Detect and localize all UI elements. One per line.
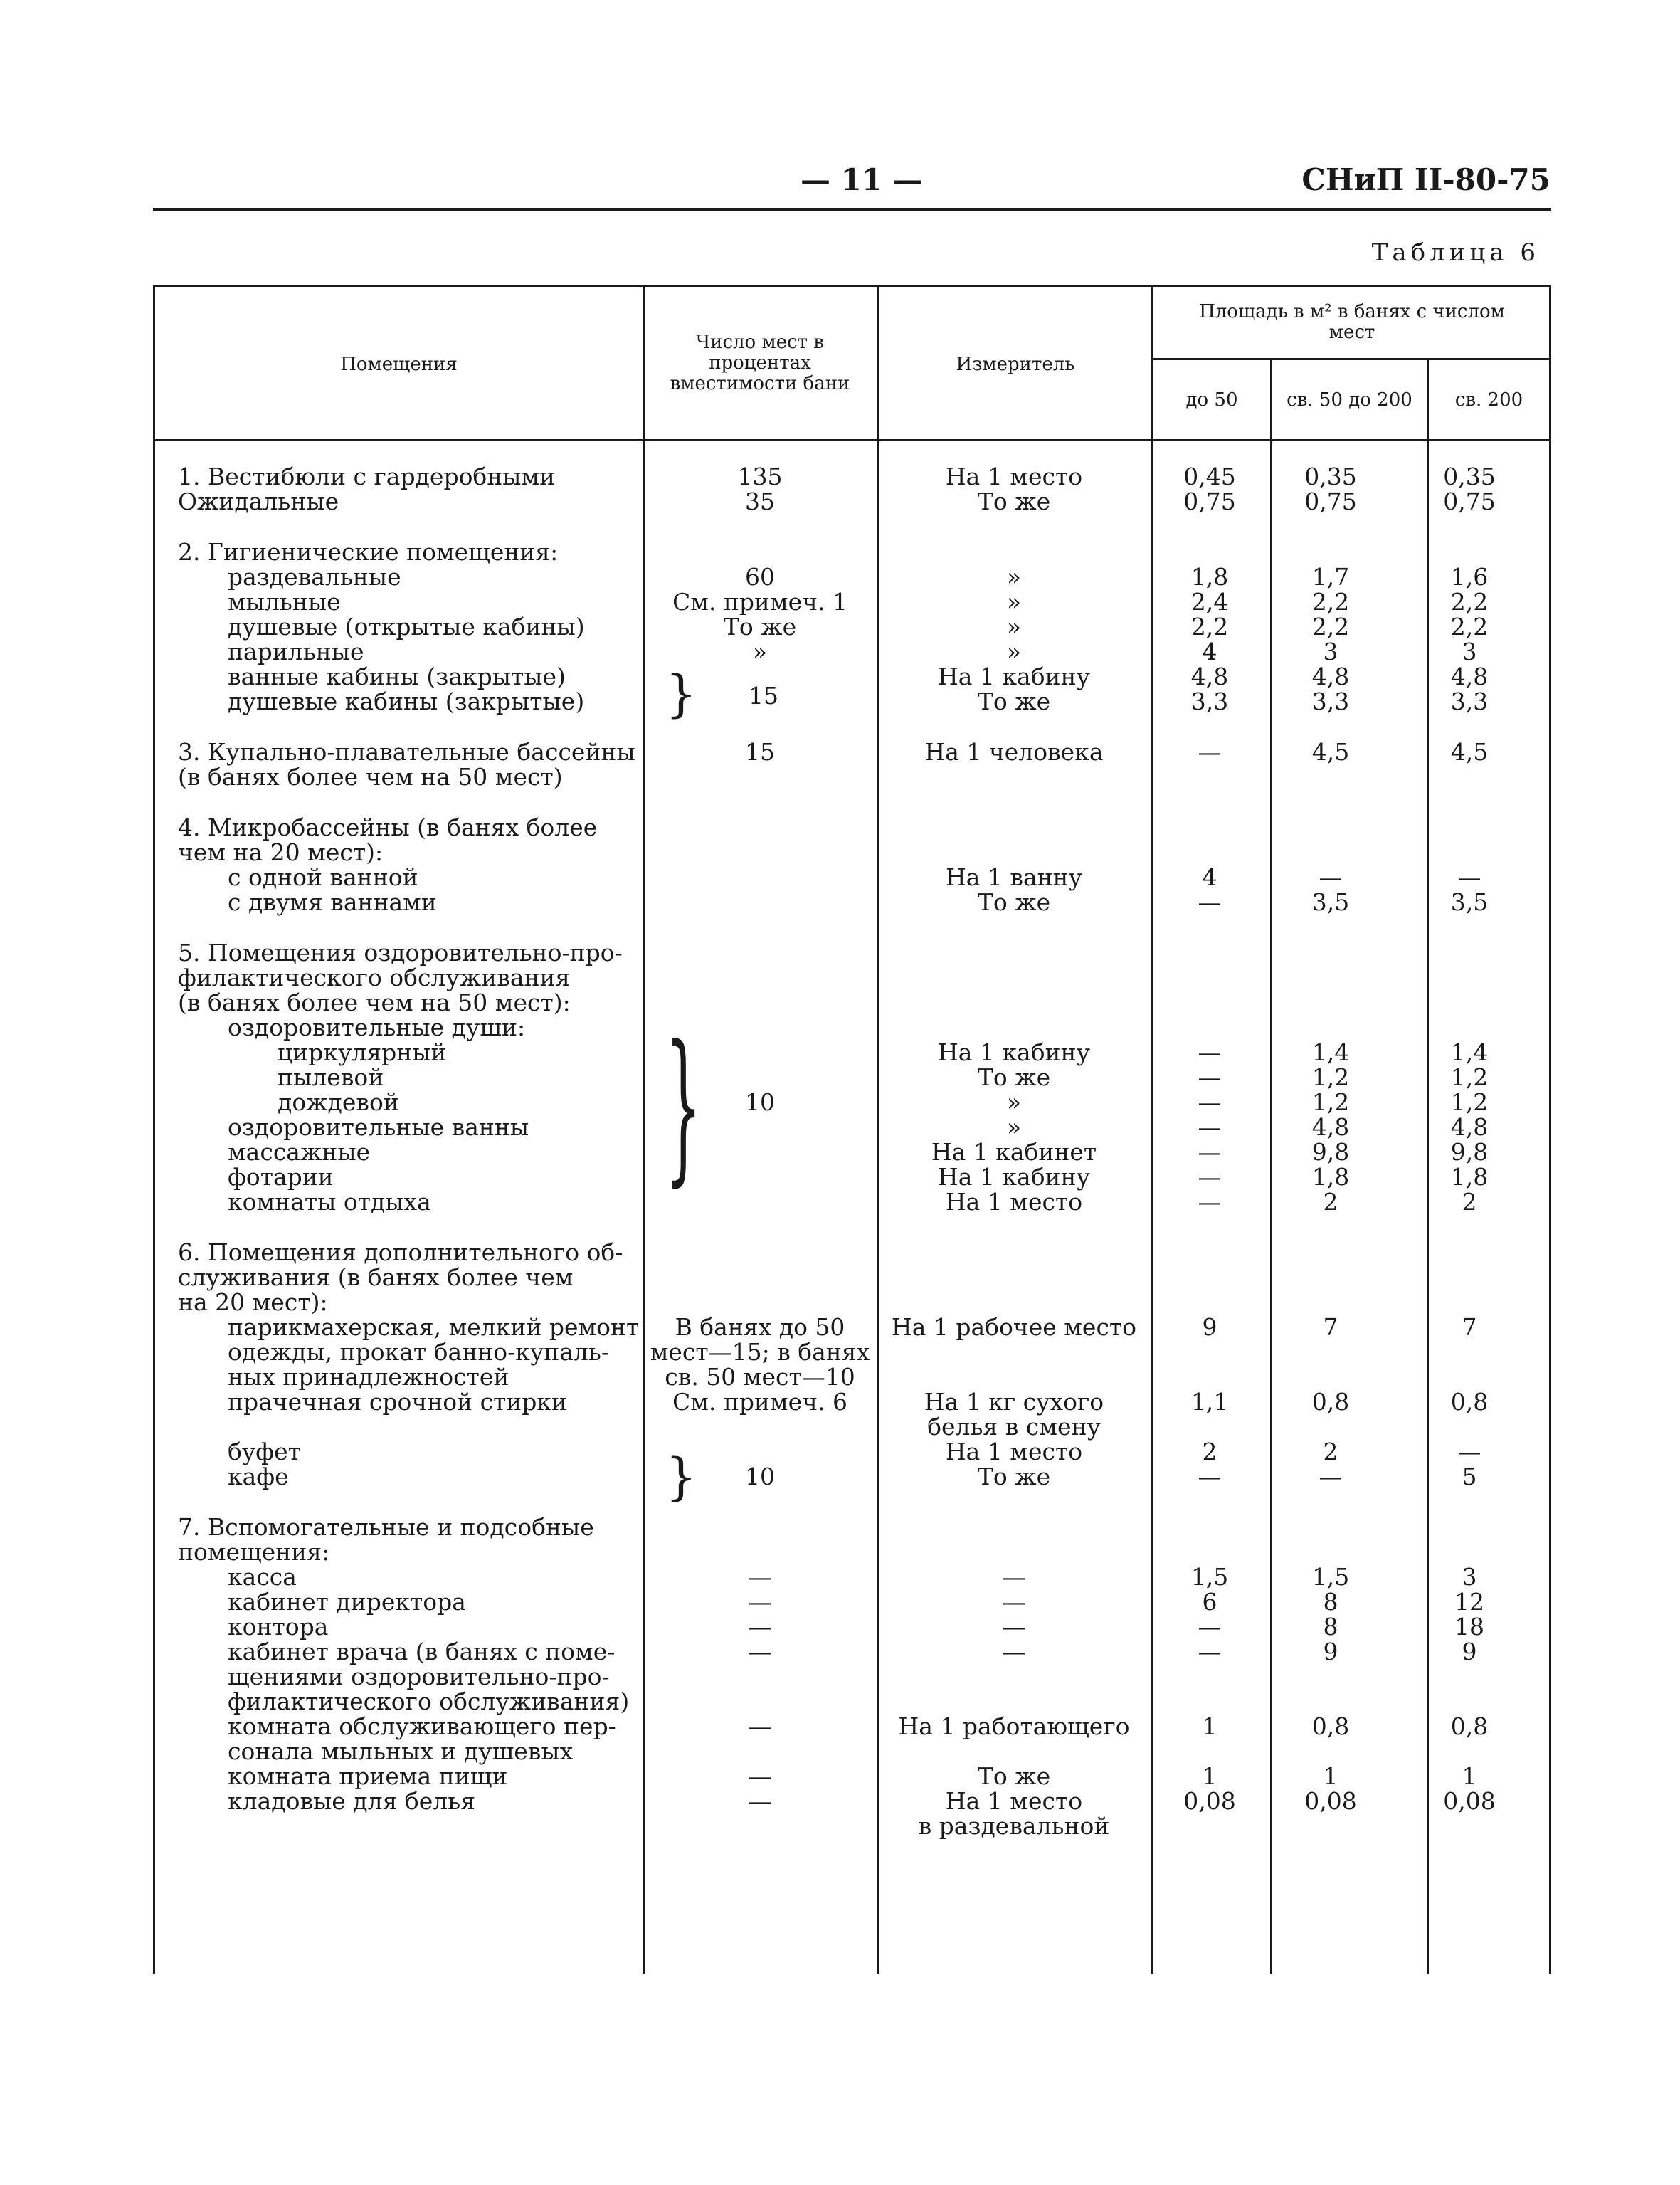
table-row bbox=[178, 1290, 1548, 1315]
area-50to200-cell: 0,8 bbox=[1311, 1712, 1350, 1740]
unit-cell: То же bbox=[977, 688, 1051, 715]
area-50to200-cell: 3,5 bbox=[1311, 888, 1350, 916]
area-over200-cell: 1,4 bbox=[1450, 1038, 1489, 1066]
unit-cell: » bbox=[1006, 1088, 1022, 1116]
room-name-cell: с двумя ваннами bbox=[228, 888, 437, 916]
table-row bbox=[178, 664, 1548, 689]
unit-cell: На 1 место bbox=[945, 1787, 1083, 1815]
group-brace: } bbox=[665, 1011, 702, 1201]
header-unit: Измеритель bbox=[956, 354, 1075, 375]
area-upto50-cell: 3,3 bbox=[1190, 688, 1229, 715]
seats-cell: — bbox=[748, 1563, 772, 1591]
room-name-cell: кабинет директора bbox=[228, 1588, 466, 1616]
seats-cell: В банях до 50 bbox=[675, 1313, 845, 1341]
seats-cell: мест—15; в банях bbox=[650, 1338, 870, 1366]
table-row bbox=[178, 564, 1548, 589]
seats-cell: св. 50 мест—10 bbox=[665, 1363, 855, 1391]
room-name-cell: оздоровительные души: bbox=[228, 1013, 526, 1041]
seats-cell: 135 bbox=[737, 463, 783, 490]
table-row bbox=[178, 1813, 1548, 1838]
seats-cell: См. примеч. 1 bbox=[672, 588, 847, 616]
seats-cell: То же bbox=[723, 613, 797, 641]
unit-cell: На 1 кабину bbox=[937, 1163, 1090, 1191]
room-name-cell: 1. Вестибюли с гардеробными bbox=[178, 463, 556, 490]
area-50to200-cell: 8 bbox=[1323, 1613, 1338, 1641]
room-name-cell: сонала мыльных и душевых bbox=[228, 1737, 574, 1765]
seats-cell: 10 bbox=[745, 1088, 775, 1116]
group-brace: } bbox=[665, 1448, 697, 1506]
unit-cell: На 1 ванну bbox=[945, 863, 1083, 891]
room-name-cell: оздоровительные ванны bbox=[228, 1113, 529, 1141]
area-50to200-cell: 1,4 bbox=[1311, 1038, 1350, 1066]
area-over200-cell: 0,75 bbox=[1443, 488, 1496, 515]
room-name-cell: (в банях более чем на 50 мест): bbox=[178, 989, 571, 1016]
area-over200-cell: 3 bbox=[1462, 638, 1477, 665]
room-name-cell: (в банях более чем на 50 мест) bbox=[178, 763, 563, 791]
area-upto50-cell: 4,8 bbox=[1190, 663, 1229, 690]
table-row bbox=[178, 1115, 1548, 1139]
area-upto50-cell: 2,2 bbox=[1190, 613, 1229, 641]
room-name-cell: ных принадлежностей bbox=[228, 1363, 509, 1391]
table-row bbox=[178, 1464, 1548, 1489]
table-label: Таблица 6 bbox=[1371, 238, 1540, 267]
area-upto50-cell: — bbox=[1198, 738, 1222, 766]
room-name-cell: служивания (в банях более чем bbox=[178, 1263, 574, 1291]
table-row bbox=[178, 840, 1548, 865]
table-row bbox=[178, 1414, 1548, 1439]
unit-cell: То же bbox=[977, 1463, 1051, 1490]
unit-cell: На 1 место bbox=[945, 1438, 1083, 1465]
table-row bbox=[178, 990, 1548, 1015]
header-bottom-border bbox=[153, 439, 1551, 441]
table-row bbox=[178, 965, 1548, 990]
room-name-cell: 5. Помещения оздоровительно-про- bbox=[178, 939, 623, 967]
area-50to200-cell: 1,5 bbox=[1311, 1563, 1350, 1591]
area-50to200-cell: 2,2 bbox=[1311, 588, 1350, 616]
table-row bbox=[178, 1139, 1548, 1164]
table-row bbox=[178, 764, 1548, 789]
area-over200-cell: 12 bbox=[1454, 1588, 1484, 1616]
seats-cell: — bbox=[748, 1712, 772, 1740]
header-area: Площадь в м² в банях с числом мест bbox=[1199, 301, 1505, 343]
table-row bbox=[178, 1065, 1548, 1090]
area-50to200-cell: 1 bbox=[1323, 1762, 1338, 1790]
unit-cell: На 1 место bbox=[945, 1188, 1083, 1216]
room-name-cell: ванные кабины (закрытые) bbox=[228, 663, 566, 690]
seats-cell: — bbox=[748, 1638, 772, 1665]
room-name-cell: помещения: bbox=[178, 1538, 330, 1566]
area-over200-cell: 0,8 bbox=[1450, 1388, 1489, 1416]
room-name-cell: парикмахерская, мелкий ремонт bbox=[228, 1313, 640, 1341]
room-name-cell: 7. Вспомогательные и подсобные bbox=[178, 1513, 594, 1541]
table-row bbox=[178, 1639, 1548, 1664]
room-name-cell: прачечная срочной стирки bbox=[228, 1388, 568, 1416]
unit-cell: » bbox=[1006, 613, 1022, 641]
area-upto50-cell: 0,45 bbox=[1183, 463, 1236, 490]
area-50to200-cell: 2 bbox=[1323, 1438, 1338, 1465]
area-over200-cell: 7 bbox=[1462, 1313, 1477, 1341]
room-name-cell: на 20 мест): bbox=[178, 1288, 328, 1316]
area-over200-cell: 4,5 bbox=[1450, 738, 1489, 766]
area-50to200-cell: 7 bbox=[1323, 1313, 1338, 1341]
table-row bbox=[178, 614, 1548, 639]
area-over200-cell: 1,8 bbox=[1450, 1163, 1489, 1191]
area-upto50-cell: — bbox=[1198, 1113, 1222, 1141]
unit-cell: На 1 кабину bbox=[937, 663, 1090, 690]
unit-cell: То же bbox=[977, 1063, 1051, 1091]
area-upto50-cell: 9 bbox=[1202, 1313, 1217, 1341]
unit-cell: На 1 место bbox=[945, 463, 1083, 490]
unit-cell: — bbox=[1002, 1613, 1026, 1641]
area-upto50-cell: 0,75 bbox=[1183, 488, 1236, 515]
area-50to200-cell: 1,7 bbox=[1311, 563, 1350, 591]
room-name-cell: Ожидальные bbox=[178, 488, 339, 515]
room-name-cell: касса bbox=[228, 1563, 297, 1591]
unit-cell: На 1 кабину bbox=[937, 1038, 1090, 1066]
table-row bbox=[178, 1315, 1548, 1339]
table-row bbox=[178, 489, 1548, 514]
unit-cell: На 1 работающего bbox=[898, 1712, 1130, 1740]
room-name-cell: циркулярный bbox=[278, 1038, 447, 1066]
room-name-cell: 2. Гигиенические помещения: bbox=[178, 538, 559, 566]
table-row bbox=[178, 1589, 1548, 1614]
area-50to200-cell: 2,2 bbox=[1311, 613, 1350, 641]
area-upto50-cell: 1 bbox=[1202, 1712, 1217, 1740]
unit-cell: » bbox=[1006, 638, 1022, 665]
area-over200-cell: 18 bbox=[1454, 1613, 1484, 1641]
table-row bbox=[178, 1240, 1548, 1265]
area-upto50-cell: — bbox=[1198, 1063, 1222, 1091]
table-row bbox=[178, 1664, 1548, 1689]
room-name-cell: душевые (открытые кабины) bbox=[228, 613, 585, 641]
unit-cell: То же bbox=[977, 888, 1051, 916]
area-over200-cell: 1,6 bbox=[1450, 563, 1489, 591]
seats-cell: 60 bbox=[745, 563, 775, 591]
table-row bbox=[178, 1040, 1548, 1065]
area-over200-cell: 1,2 bbox=[1450, 1088, 1489, 1116]
area-over200-cell: 0,8 bbox=[1450, 1712, 1489, 1740]
area-50to200-cell: 3 bbox=[1323, 638, 1338, 665]
unit-cell: — bbox=[1002, 1588, 1026, 1616]
table-row bbox=[178, 1189, 1548, 1214]
area-upto50-cell: — bbox=[1198, 1463, 1222, 1490]
unit-cell: — bbox=[1002, 1563, 1026, 1591]
room-name-cell: щениями оздоровительно-про- bbox=[228, 1663, 610, 1690]
table-row bbox=[178, 1689, 1548, 1714]
unit-cell: На 1 рабочее место bbox=[891, 1313, 1137, 1341]
table-row bbox=[178, 1439, 1548, 1464]
area-upto50-cell: — bbox=[1198, 1613, 1222, 1641]
room-name-cell: одежды, прокат банно-купаль- bbox=[228, 1338, 610, 1366]
table-row bbox=[178, 890, 1548, 915]
room-name-cell: комнаты отдыха bbox=[228, 1188, 431, 1216]
area-upto50-cell: — bbox=[1198, 888, 1222, 916]
document-code: СНиП II-80-75 bbox=[1301, 162, 1550, 197]
area-over200-cell: 3 bbox=[1462, 1563, 1477, 1591]
room-name-cell: фотарии bbox=[228, 1163, 334, 1191]
area-50to200-cell: 4,8 bbox=[1311, 663, 1350, 690]
table-row bbox=[178, 1764, 1548, 1789]
table-row bbox=[178, 1364, 1548, 1389]
area-upto50-cell: 6 bbox=[1202, 1588, 1217, 1616]
room-name-cell: кабинет врача (в банях с поме- bbox=[228, 1638, 616, 1665]
area-over200-cell: 2,2 bbox=[1450, 613, 1489, 641]
area-50to200-cell: — bbox=[1319, 1463, 1343, 1490]
room-name-cell: филактического обслуживания bbox=[178, 964, 571, 991]
seats-cell: 35 bbox=[745, 488, 775, 515]
area-upto50-cell: 1,1 bbox=[1190, 1388, 1229, 1416]
seats-cell: 10 bbox=[745, 1463, 775, 1490]
area-over200-cell: 3,5 bbox=[1450, 888, 1489, 916]
area-over200-cell: 2,2 bbox=[1450, 588, 1489, 616]
area-over200-cell: 0,08 bbox=[1443, 1787, 1496, 1815]
area-upto50-cell: — bbox=[1198, 1138, 1222, 1166]
seats-cell: — bbox=[748, 1787, 772, 1815]
area-subheader-line bbox=[1151, 358, 1551, 360]
area-upto50-cell: — bbox=[1198, 1188, 1222, 1216]
area-upto50-cell: 4 bbox=[1202, 638, 1217, 665]
area-upto50-cell: 1,5 bbox=[1190, 1563, 1229, 1591]
unit-cell: То же bbox=[977, 1762, 1051, 1790]
room-name-cell: раздевальные bbox=[228, 563, 401, 591]
table-row bbox=[178, 1714, 1548, 1739]
room-name-cell: 4. Микробассейны (в банях более bbox=[178, 814, 598, 841]
unit-cell: » bbox=[1006, 1113, 1022, 1141]
table-row bbox=[178, 1515, 1548, 1539]
seats-cell: См. примеч. 6 bbox=[672, 1388, 847, 1416]
area-over200-cell: 4,8 bbox=[1450, 1113, 1489, 1141]
area-over200-cell: 3,3 bbox=[1450, 688, 1489, 715]
table-row bbox=[178, 1789, 1548, 1813]
page-number: — 11 — bbox=[801, 162, 923, 197]
header-rule bbox=[153, 208, 1551, 211]
seats-cell: — bbox=[748, 1588, 772, 1616]
table-row bbox=[178, 1339, 1548, 1364]
room-name-cell: кладовые для белья bbox=[228, 1787, 476, 1815]
area-upto50-cell: — bbox=[1198, 1038, 1222, 1066]
area-upto50-cell: 1,8 bbox=[1190, 563, 1229, 591]
room-name-cell: чем на 20 мест): bbox=[178, 838, 384, 866]
area-50to200-cell: 0,75 bbox=[1304, 488, 1357, 515]
table-row bbox=[178, 940, 1548, 965]
group-brace: } bbox=[665, 665, 697, 723]
seats-cell: » bbox=[752, 638, 768, 665]
table-row bbox=[178, 1389, 1548, 1414]
table-row bbox=[178, 1265, 1548, 1290]
room-name-cell: кафе bbox=[228, 1463, 289, 1490]
unit-cell: На 1 кабинет bbox=[931, 1138, 1097, 1166]
seats-cell: 15 bbox=[745, 738, 775, 766]
unit-cell: в раздевальной bbox=[918, 1812, 1110, 1840]
table-row bbox=[178, 1164, 1548, 1189]
area-upto50-cell: — bbox=[1198, 1638, 1222, 1665]
room-name-cell: комната обслуживающего пер- bbox=[228, 1712, 616, 1740]
room-name-cell: филактического обслуживания) bbox=[228, 1688, 630, 1715]
table-row bbox=[178, 1090, 1548, 1115]
area-upto50-cell: 0,08 bbox=[1183, 1787, 1236, 1815]
area-over200-cell: 1,2 bbox=[1450, 1063, 1489, 1091]
area-upto50-cell: 4 bbox=[1202, 863, 1217, 891]
group-seats-value: 15 bbox=[749, 682, 778, 710]
area-50to200-cell: 3,3 bbox=[1311, 688, 1350, 715]
area-50to200-cell: 9 bbox=[1323, 1638, 1338, 1665]
area-50to200-cell: 2 bbox=[1323, 1188, 1338, 1216]
table-row bbox=[178, 1614, 1548, 1639]
area-50to200-cell: 4,8 bbox=[1311, 1113, 1350, 1141]
room-name-cell: 3. Купально-плавательные бассейны bbox=[178, 738, 635, 766]
room-name-cell: парильные bbox=[228, 638, 364, 665]
area-50to200-cell: 1,2 bbox=[1311, 1063, 1350, 1091]
table-row bbox=[178, 464, 1548, 489]
table-row bbox=[178, 739, 1548, 764]
area-50to200-cell: 1,8 bbox=[1311, 1163, 1350, 1191]
seats-cell: — bbox=[748, 1762, 772, 1790]
room-name-cell: с одной ванной bbox=[228, 863, 418, 891]
area-over200-cell: 4,8 bbox=[1450, 663, 1489, 690]
room-name-cell: комната приема пищи bbox=[228, 1762, 508, 1790]
area-50to200-cell: 1,2 bbox=[1311, 1088, 1350, 1116]
table-row bbox=[178, 1739, 1548, 1764]
table-row bbox=[178, 815, 1548, 840]
area-over200-cell: — bbox=[1457, 1438, 1481, 1465]
header-upto50: до 50 bbox=[1185, 389, 1238, 411]
unit-cell: » bbox=[1006, 563, 1022, 591]
room-name-cell: душевые кабины (закрытые) bbox=[228, 688, 585, 715]
area-upto50-cell: — bbox=[1198, 1163, 1222, 1191]
unit-cell: На 1 кг сухого bbox=[924, 1388, 1104, 1416]
room-name-cell: пылевой bbox=[278, 1063, 384, 1091]
area-over200-cell: 5 bbox=[1462, 1463, 1477, 1490]
room-name-cell: массажные bbox=[228, 1138, 371, 1166]
area-50to200-cell: — bbox=[1319, 863, 1343, 891]
room-name-cell: мыльные bbox=[228, 588, 341, 616]
area-50to200-cell: 4,5 bbox=[1311, 738, 1350, 766]
area-upto50-cell: 2,4 bbox=[1190, 588, 1229, 616]
table-right-border bbox=[1549, 287, 1551, 1974]
area-50to200-cell: 0,8 bbox=[1311, 1388, 1350, 1416]
table-row bbox=[178, 589, 1548, 614]
unit-cell: На 1 человека bbox=[924, 738, 1104, 766]
area-over200-cell: 2 bbox=[1462, 1188, 1477, 1216]
area-over200-cell: — bbox=[1457, 863, 1481, 891]
area-over200-cell: 1 bbox=[1462, 1762, 1477, 1790]
room-name-cell: дождевой bbox=[278, 1088, 399, 1116]
area-50to200-cell: 0,35 bbox=[1304, 463, 1357, 490]
room-name-cell: буфет bbox=[228, 1438, 301, 1465]
area-over200-cell: 9 bbox=[1462, 1638, 1477, 1665]
room-name-cell: контора bbox=[228, 1613, 329, 1641]
area-50to200-cell: 8 bbox=[1323, 1588, 1338, 1616]
area-upto50-cell: 2 bbox=[1202, 1438, 1217, 1465]
unit-cell: белья в смену bbox=[927, 1413, 1101, 1441]
table-row bbox=[178, 1015, 1548, 1040]
table-top-border bbox=[153, 285, 1551, 287]
area-over200-cell: 9,8 bbox=[1450, 1138, 1489, 1166]
header-over200: св. 200 bbox=[1454, 389, 1523, 411]
unit-cell: То же bbox=[977, 488, 1051, 515]
area-over200-cell: 0,35 bbox=[1443, 463, 1496, 490]
table-row bbox=[178, 689, 1548, 714]
unit-cell: » bbox=[1006, 588, 1022, 616]
header-room: Помещения bbox=[340, 354, 458, 375]
table-row bbox=[178, 539, 1548, 564]
table-row bbox=[178, 865, 1548, 890]
area-50to200-cell: 9,8 bbox=[1311, 1138, 1350, 1166]
area-upto50-cell: 1 bbox=[1202, 1762, 1217, 1790]
area-50to200-cell: 0,08 bbox=[1304, 1787, 1357, 1815]
table-row bbox=[178, 1539, 1548, 1564]
header-50to200: св. 50 до 200 bbox=[1287, 389, 1412, 411]
seats-cell: — bbox=[748, 1613, 772, 1641]
table-left-border bbox=[153, 287, 155, 1974]
area-upto50-cell: — bbox=[1198, 1088, 1222, 1116]
table-row bbox=[178, 1564, 1548, 1589]
unit-cell: — bbox=[1002, 1638, 1026, 1665]
header-seats: Число мест в процентах вместимости бани bbox=[670, 332, 850, 394]
table-row bbox=[178, 639, 1548, 664]
room-name-cell: 6. Помещения дополнительного об- bbox=[178, 1238, 623, 1266]
